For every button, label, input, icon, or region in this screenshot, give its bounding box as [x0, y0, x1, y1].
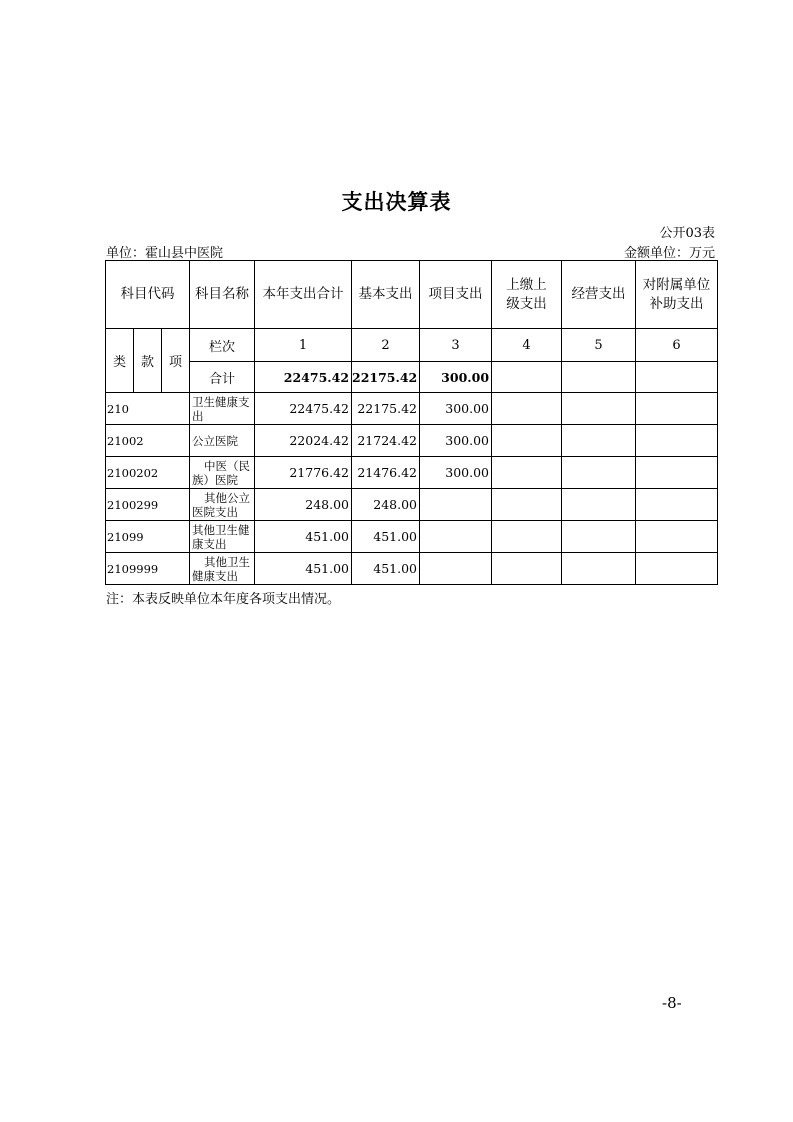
header-operating: 经营支出: [562, 261, 636, 329]
row-operating: [562, 457, 636, 489]
page-title: 支出决算表: [341, 190, 452, 214]
row-upper: [492, 553, 562, 585]
row-project: [420, 553, 492, 585]
row-total: 451.00: [255, 521, 352, 553]
row-basic: 21724.42: [352, 425, 420, 457]
row-project: [420, 489, 492, 521]
amount-unit: 金额单位：万元: [623, 246, 715, 261]
row-total: 451.00: [255, 553, 352, 585]
row-total: 22024.42: [255, 425, 352, 457]
page-number: -8-: [662, 994, 682, 1012]
table-row: [106, 457, 718, 489]
row-name: 其他公立医院支出: [190, 489, 255, 521]
row-basic: 21476.42: [352, 457, 420, 489]
header-upper: 上缴上级支出: [492, 261, 562, 329]
row-total: 21776.42: [255, 457, 352, 489]
header-row: [106, 261, 718, 329]
row-subsidy: [636, 553, 718, 585]
row-project: 300.00: [420, 457, 492, 489]
row-basic: 248.00: [352, 489, 420, 521]
header-basic: 基本支出: [352, 261, 420, 329]
row-upper: [492, 521, 562, 553]
row-subsidy: [636, 425, 718, 457]
column-number-1: 1: [255, 329, 352, 362]
total-total: 22475.42: [255, 362, 352, 393]
header-code: 科目代码: [106, 261, 190, 329]
total-label: 合计: [190, 362, 255, 393]
header-kuan: 款: [134, 329, 162, 393]
row-basic: 22175.42: [352, 393, 420, 425]
row-subsidy: [636, 457, 718, 489]
header-total: 本年支出合计: [255, 261, 352, 329]
row-subsidy: [636, 489, 718, 521]
row-project: 300.00: [420, 425, 492, 457]
header-subsidy: 对附属单位补助支出: [636, 261, 718, 329]
column-number-2: 2: [352, 329, 420, 362]
column-number-row: [106, 329, 718, 362]
row-basic: 451.00: [352, 553, 420, 585]
table-row: [106, 521, 718, 553]
row-project: [420, 521, 492, 553]
table-row: [106, 425, 718, 457]
row-upper: [492, 489, 562, 521]
total-row: [106, 362, 718, 393]
row-operating: [562, 489, 636, 521]
row-upper: [492, 393, 562, 425]
total-subsidy: [636, 362, 718, 393]
table-row: [106, 553, 718, 585]
row-upper: [492, 457, 562, 489]
row-project: 300.00: [420, 393, 492, 425]
header-xiang: 项: [162, 329, 190, 393]
row-code: 2109999: [106, 553, 190, 585]
column-number-label: 栏次: [190, 329, 255, 362]
column-number-4: 4: [492, 329, 562, 362]
unit-label: 单位：霍山县中医院: [106, 246, 224, 261]
row-code: 2100299: [106, 489, 190, 521]
row-operating: [562, 393, 636, 425]
table-row: [106, 393, 718, 425]
row-code: 210: [106, 393, 190, 425]
table-note: 注：本表反映单位本年度各项支出情况。: [106, 592, 341, 607]
header-lei: 类: [106, 329, 134, 393]
row-total: 248.00: [255, 489, 352, 521]
total-operating: [562, 362, 636, 393]
column-number-5: 5: [562, 329, 636, 362]
row-name: 卫生健康支出: [190, 393, 255, 425]
row-code: 21099: [106, 521, 190, 553]
table-row: [106, 489, 718, 521]
row-name: 公立医院: [190, 425, 255, 457]
form-number: 公开03表: [659, 226, 715, 241]
header-project: 项目支出: [420, 261, 492, 329]
expenditure-table: [105, 260, 718, 585]
total-project: 300.00: [420, 362, 492, 393]
row-code: 2100202: [106, 457, 190, 489]
row-code: 21002: [106, 425, 190, 457]
row-upper: [492, 425, 562, 457]
column-number-6: 6: [636, 329, 718, 362]
row-basic: 451.00: [352, 521, 420, 553]
row-subsidy: [636, 393, 718, 425]
row-subsidy: [636, 521, 718, 553]
column-number-3: 3: [420, 329, 492, 362]
row-operating: [562, 521, 636, 553]
header-name: 科目名称: [190, 261, 255, 329]
row-name: 其他卫生健康支出: [190, 521, 255, 553]
row-name: 其他卫生健康支出: [190, 553, 255, 585]
row-operating: [562, 425, 636, 457]
total-basic: 22175.42: [352, 362, 420, 393]
row-name: 中医（民族）医院: [190, 457, 255, 489]
row-operating: [562, 553, 636, 585]
row-total: 22475.42: [255, 393, 352, 425]
total-upper: [492, 362, 562, 393]
